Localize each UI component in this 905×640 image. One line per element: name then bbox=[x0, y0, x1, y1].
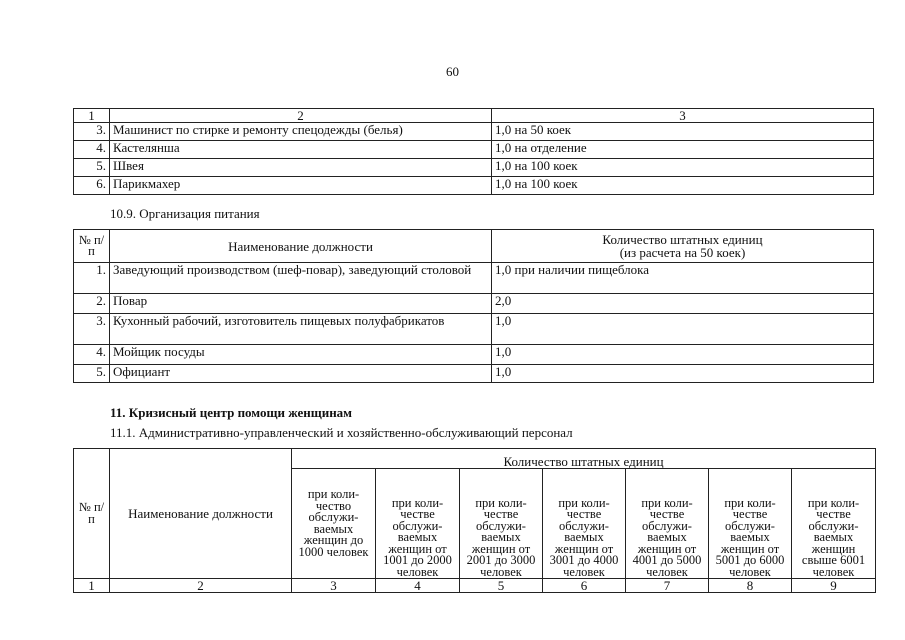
index-cell: 9 bbox=[792, 579, 876, 593]
row-number: 2. bbox=[74, 294, 110, 314]
table-header-row bbox=[74, 449, 876, 469]
section-heading-11-1: 11.1. Административно-управленческий и хозяйственно-обслуживающий персонал bbox=[110, 425, 573, 440]
index-cell: 5 bbox=[460, 579, 543, 593]
table-catering-staff bbox=[73, 229, 874, 383]
header-cell: 2 bbox=[110, 109, 492, 123]
header-quantity-line1: Количество штатных единиц bbox=[602, 232, 763, 247]
table-row bbox=[74, 294, 874, 314]
staff-quantity: 1,0 на 50 коек bbox=[492, 123, 874, 141]
subheader-cell: при коли- чество обслужи- ваемых женщин до 1000 человек bbox=[292, 469, 376, 579]
table-row bbox=[74, 177, 874, 195]
subheader-cell: при коли- честве обслужи- ваемых женщин от 5001 до 6000 человек bbox=[709, 469, 792, 579]
table-row bbox=[74, 141, 874, 159]
index-cell: 6 bbox=[543, 579, 626, 593]
header-cell: 3 bbox=[492, 109, 874, 123]
staff-quantity: 1,0 на отделение bbox=[492, 141, 874, 159]
row-number: 3. bbox=[74, 123, 110, 141]
header-cell-name: Наименование должности bbox=[110, 230, 492, 263]
table-row bbox=[74, 123, 874, 141]
table-header-row bbox=[74, 109, 874, 123]
header-cell: 1 bbox=[74, 109, 110, 123]
staff-quantity: 1,0 на 100 коек bbox=[492, 159, 874, 177]
row-number: 4. bbox=[74, 141, 110, 159]
subheader-cell: при коли- честве обслужи- ваемых женщин от 1001 до 2000 человек bbox=[376, 469, 460, 579]
header-cell-number: № п/п bbox=[74, 230, 110, 263]
staff-quantity: 1,0 bbox=[492, 365, 874, 383]
position-name: Кастелянша bbox=[110, 141, 492, 159]
staff-quantity: 2,0 bbox=[492, 294, 874, 314]
index-cell: 4 bbox=[376, 579, 460, 593]
subheader-cell: при коли- честве обслужи- ваемых женщин от 2001 до 3000 человек bbox=[460, 469, 543, 579]
table-row bbox=[74, 345, 874, 365]
index-cell: 3 bbox=[292, 579, 376, 593]
section-heading-11: 11. Кризисный центр помощи женщинам bbox=[110, 405, 353, 420]
header-quantity-line2: (из расчета на 50 коек) bbox=[619, 245, 746, 260]
staff-quantity: 1,0 bbox=[492, 314, 874, 345]
table-crisis-center-staff bbox=[73, 448, 876, 593]
row-number: 6. bbox=[74, 177, 110, 195]
subheader-cell: при коли- честве обслужи- ваемых женщин свыше 6001 человек bbox=[792, 469, 876, 579]
header-cell-quantity bbox=[492, 230, 874, 263]
position-name: Официант bbox=[110, 365, 492, 383]
staff-quantity: 1,0 на 100 коек bbox=[492, 177, 874, 195]
row-number: 4. bbox=[74, 345, 110, 365]
page-number: 60 bbox=[446, 64, 459, 79]
position-name: Швея bbox=[110, 159, 492, 177]
index-cell: 1 bbox=[74, 579, 110, 593]
staff-quantity: 1,0 при наличии пищеблока bbox=[492, 263, 874, 294]
index-cell: 2 bbox=[110, 579, 292, 593]
row-number: 5. bbox=[74, 365, 110, 383]
table-index-row bbox=[74, 579, 876, 593]
table-row bbox=[74, 314, 874, 345]
header-cell-quantity: Количество штатных единиц bbox=[292, 449, 876, 469]
subheader-cell: при коли- честве обслужи- ваемых женщин от 3001 до 4000 человек bbox=[543, 469, 626, 579]
position-name: Машинист по стирке и ремонту спецодежды (белья) bbox=[110, 123, 492, 141]
section-heading-10-9: 10.9. Организация питания bbox=[110, 206, 260, 221]
table-row bbox=[74, 159, 874, 177]
position-name: Повар bbox=[110, 294, 492, 314]
table-header-row bbox=[74, 230, 874, 263]
position-name: Парикмахер bbox=[110, 177, 492, 195]
row-number: 5. bbox=[74, 159, 110, 177]
position-name: Мойщик посуды bbox=[110, 345, 492, 365]
header-cell-number: № п/п bbox=[74, 449, 110, 579]
position-name: Кухонный рабочий, изготовитель пищевых полуфабрикатов bbox=[110, 314, 492, 345]
subheader-cell: при коли- честве обслужи- ваемых женщин от 4001 до 5000 человек bbox=[626, 469, 709, 579]
row-number: 1. bbox=[74, 263, 110, 294]
staff-quantity: 1,0 bbox=[492, 345, 874, 365]
table-row bbox=[74, 365, 874, 383]
index-cell: 8 bbox=[709, 579, 792, 593]
header-cell-name: Наименование должности bbox=[110, 449, 292, 579]
row-number: 3. bbox=[74, 314, 110, 345]
position-name: Заведующий производством (шеф-повар), заведующий столовой bbox=[110, 263, 492, 294]
index-cell: 7 bbox=[626, 579, 709, 593]
table-row bbox=[74, 263, 874, 294]
table-laundry-staff bbox=[73, 108, 874, 195]
